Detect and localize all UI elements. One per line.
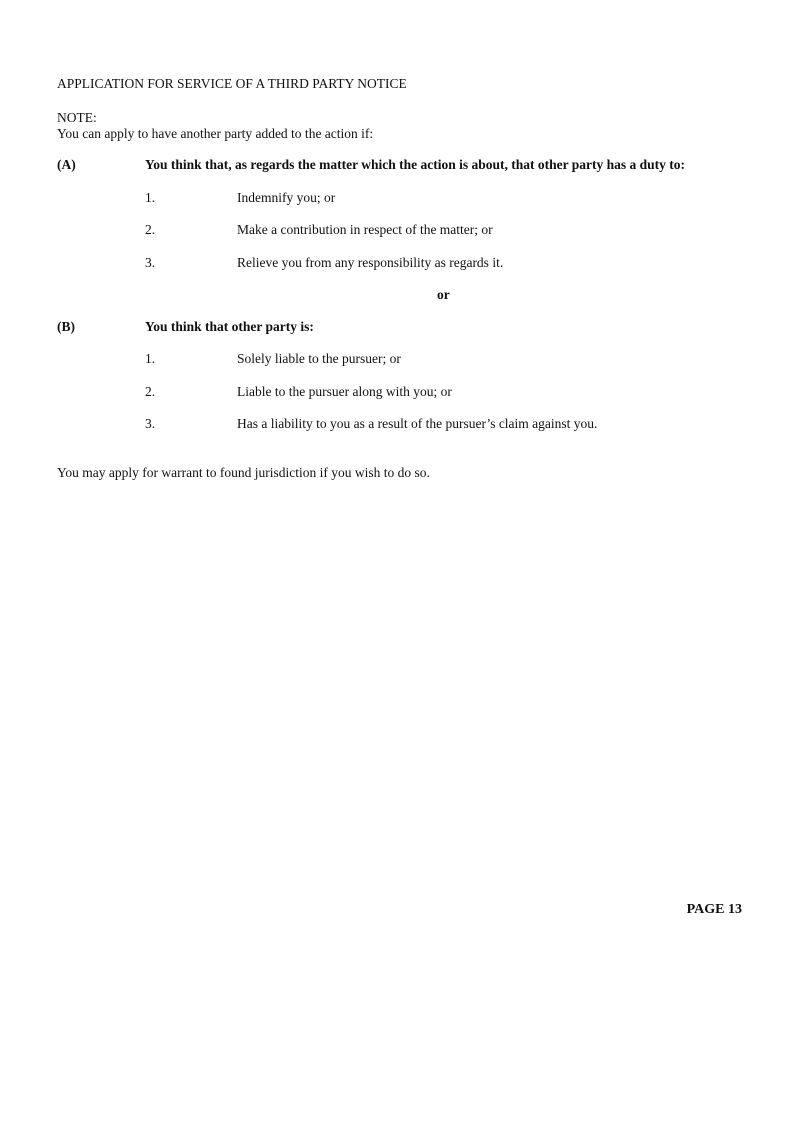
section-b-heading: You think that other party is:: [145, 319, 314, 334]
section-b-item-2-number: 2.: [145, 384, 156, 399]
section-b-item-1-text: Solely liable to the pursuer; or: [237, 351, 401, 366]
section-a-heading: You think that, as regards the matter which the action is about, that other party has a duty to:: [145, 157, 686, 172]
section-b-item-1-number: 1.: [145, 351, 156, 366]
section-a-item-3-text: Relieve you from any responsibility as regards it.: [237, 255, 504, 270]
closing-note: You may apply for warrant to found jurisdiction if you wish to do so.: [57, 465, 430, 480]
section-a-item-1-text: Indemnify you; or: [237, 190, 336, 205]
section-b-item-2-text: Liable to the pursuer along with you; or: [237, 384, 452, 399]
section-a-item-1-number: 1.: [145, 190, 156, 205]
section-a-item-3-number: 3.: [145, 255, 156, 270]
section-b-letter: (B): [57, 319, 75, 334]
section-b-item-3-text: Has a liability to you as a result of the pursuer’s claim against you.: [237, 416, 598, 431]
section-a-item-2-number: 2.: [145, 222, 156, 237]
note-text: You can apply to have another party added to the action if:: [57, 126, 374, 141]
section-a-letter: (A): [57, 157, 76, 172]
separator-or: or: [437, 287, 450, 302]
note-label: NOTE:: [57, 110, 97, 125]
document-title: APPLICATION FOR SERVICE OF A THIRD PARTY NOTICE: [57, 76, 407, 91]
page-number: PAGE 13: [686, 902, 742, 917]
section-b-item-3-number: 3.: [145, 416, 156, 431]
section-a-item-2-text: Make a contribution in respect of the matter; or: [237, 222, 493, 237]
